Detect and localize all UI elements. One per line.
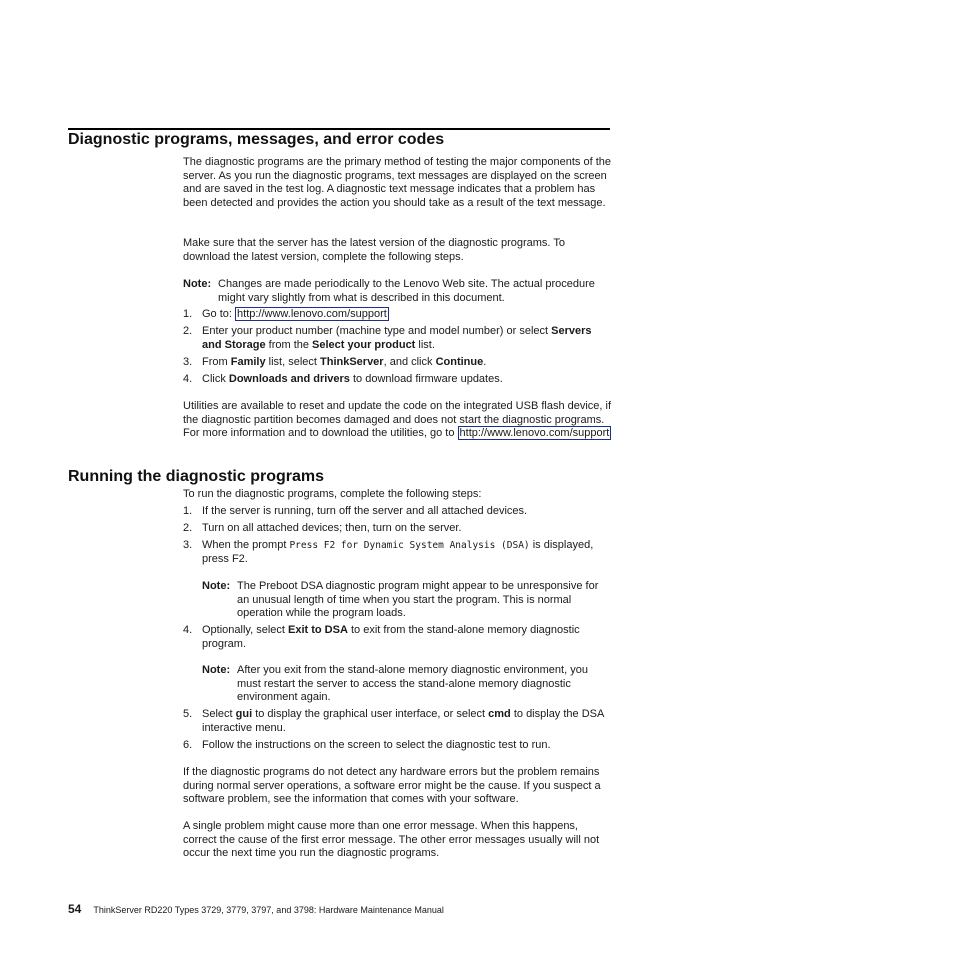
section-title-diagnostic-programs: Diagnostic programs, messages, and error codes xyxy=(68,131,445,148)
run-step-5 xyxy=(183,708,613,735)
step-number: 4. xyxy=(183,373,193,385)
page-footer xyxy=(68,902,444,916)
utilities-text: Utilities are available to reset and update the code on the integrated USB flash device, if the diagnostic partition becomes damaged and does not start the diagnostic programs. For more information and to download the utilities, go to xyxy=(183,400,612,440)
step-number: 6. xyxy=(183,739,193,751)
downloads-and-drivers-term: Downloads and drivers xyxy=(228,373,350,385)
hardware-errors-paragraph: If the diagnostic programs do not detect any hardware errors but the problem remains during normal server operations, a software error might be the cause. If you suspect a software problem, see the information that comes with your software. xyxy=(183,766,601,806)
step-number: 1. xyxy=(183,308,193,320)
step-text: , and click xyxy=(383,356,436,368)
step-number: 2. xyxy=(183,522,193,534)
step-text: If the server is running, turn off the server and all attached devices. xyxy=(202,505,528,517)
run-step-3 xyxy=(183,539,613,566)
step-text: Select xyxy=(202,708,236,720)
gui-term: gui xyxy=(235,708,253,720)
step-text: to download firmware updates. xyxy=(349,373,503,385)
step-number: 5. xyxy=(183,708,193,720)
note-text: Changes are made periodically to the Lenovo Web site. The actual procedure might vary slightly from what is described in this document. xyxy=(218,278,595,304)
download-step-4 xyxy=(183,373,613,387)
thinkserver-term: ThinkServer xyxy=(320,356,384,368)
run-step-2 xyxy=(183,522,613,536)
step-number: 3. xyxy=(183,356,193,368)
step-text: to display the DSA interactive menu. xyxy=(202,708,604,734)
download-step-1 xyxy=(183,308,613,322)
utilities-support-link[interactable]: http://www.lenovo.com/support xyxy=(459,427,610,440)
step-text: to display the graphical user interface, or select xyxy=(252,708,489,720)
step-text: is displayed, press F2. xyxy=(202,539,594,565)
footer-title: ThinkServer RD220 Types 3729, 3779, 3797, and 3798: Hardware Maintenance Manual xyxy=(93,905,444,915)
step-text: Turn on all attached devices; then, turn on the server. xyxy=(202,522,462,534)
run-step-1 xyxy=(183,505,613,519)
page-number: 54 xyxy=(68,902,82,916)
dsa-prompt-code: Press F2 for Dynamic System Analysis (DSA) xyxy=(289,540,530,551)
step-text: list. xyxy=(415,338,435,351)
lenovo-support-link[interactable]: http://www.lenovo.com/support xyxy=(237,308,387,320)
note-preboot-dsa xyxy=(202,580,612,621)
servers-and-storage-term: Servers and Storage xyxy=(202,325,592,351)
step-text: Follow the instructions on the screen to select the diagnostic test to run. xyxy=(202,739,551,751)
step-number: 3. xyxy=(183,539,193,551)
note-restart-server xyxy=(202,664,612,705)
select-your-product-term: Select your product xyxy=(312,338,416,351)
running-intro: To run the diagnostic programs, complete the following steps: xyxy=(183,488,482,500)
utilities-paragraph xyxy=(183,400,613,441)
download-step-2 xyxy=(183,325,613,352)
note-label: Note: xyxy=(202,580,231,592)
step-text: Go to: xyxy=(202,308,236,320)
run-step-4 xyxy=(183,624,613,651)
cmd-term: cmd xyxy=(488,708,511,720)
section-rule xyxy=(68,128,610,130)
section-title-running-diagnostics: Running the diagnostic programs xyxy=(68,468,325,485)
step-text: Enter your product number (machine type and model number) or select xyxy=(202,325,552,337)
step-text: Click xyxy=(202,373,229,385)
latest-version-paragraph: Make sure that the server has the latest version of the diagnostic programs. To download the latest version, complete the following steps. xyxy=(183,237,565,263)
step-text: to exit from the stand-alone memory diagnostic program. xyxy=(202,624,580,650)
exit-to-dsa-term: Exit to DSA xyxy=(288,624,348,636)
step-number: 1. xyxy=(183,505,193,517)
step-text: Optionally, select xyxy=(202,624,289,636)
continue-term: Continue xyxy=(435,356,484,368)
note-website-changes xyxy=(183,278,613,305)
error-messages-paragraph: A single problem might cause more than one error message. When this happens, correct the cause of the first error message. The other error messages usually will not occur the next time you run the diagnostic programs. xyxy=(183,820,600,860)
step-text: From xyxy=(202,356,231,368)
download-step-3 xyxy=(183,356,613,370)
note-label: Note: xyxy=(202,664,231,676)
intro-paragraph: The diagnostic programs are the primary method of testing the major components of the server. As you run the diagnostic programs, text messages are displayed on the screen and are saved in the test log. A diagnostic text message indicates that a problem has been detected and provides the action you should take as a result of the text message. xyxy=(183,156,611,209)
step-text: from the xyxy=(265,338,313,351)
family-term: Family xyxy=(230,356,266,368)
step-text: When the prompt xyxy=(202,539,290,551)
step-text: list, select xyxy=(265,356,320,368)
note-text: The Preboot DSA diagnostic program might appear to be unresponsive for an unusual length of time when you start the program. This is normal operation while the program loads. xyxy=(237,580,599,620)
step-number: 4. xyxy=(183,624,193,636)
note-label: Note: xyxy=(183,278,212,290)
step-number: 2. xyxy=(183,325,193,337)
step-text: . xyxy=(483,356,487,368)
note-text: After you exit from the stand-alone memory diagnostic environment, you must restart the server to access the stand-alone memory diagnostic environment again. xyxy=(237,664,588,704)
run-step-6 xyxy=(183,739,613,753)
